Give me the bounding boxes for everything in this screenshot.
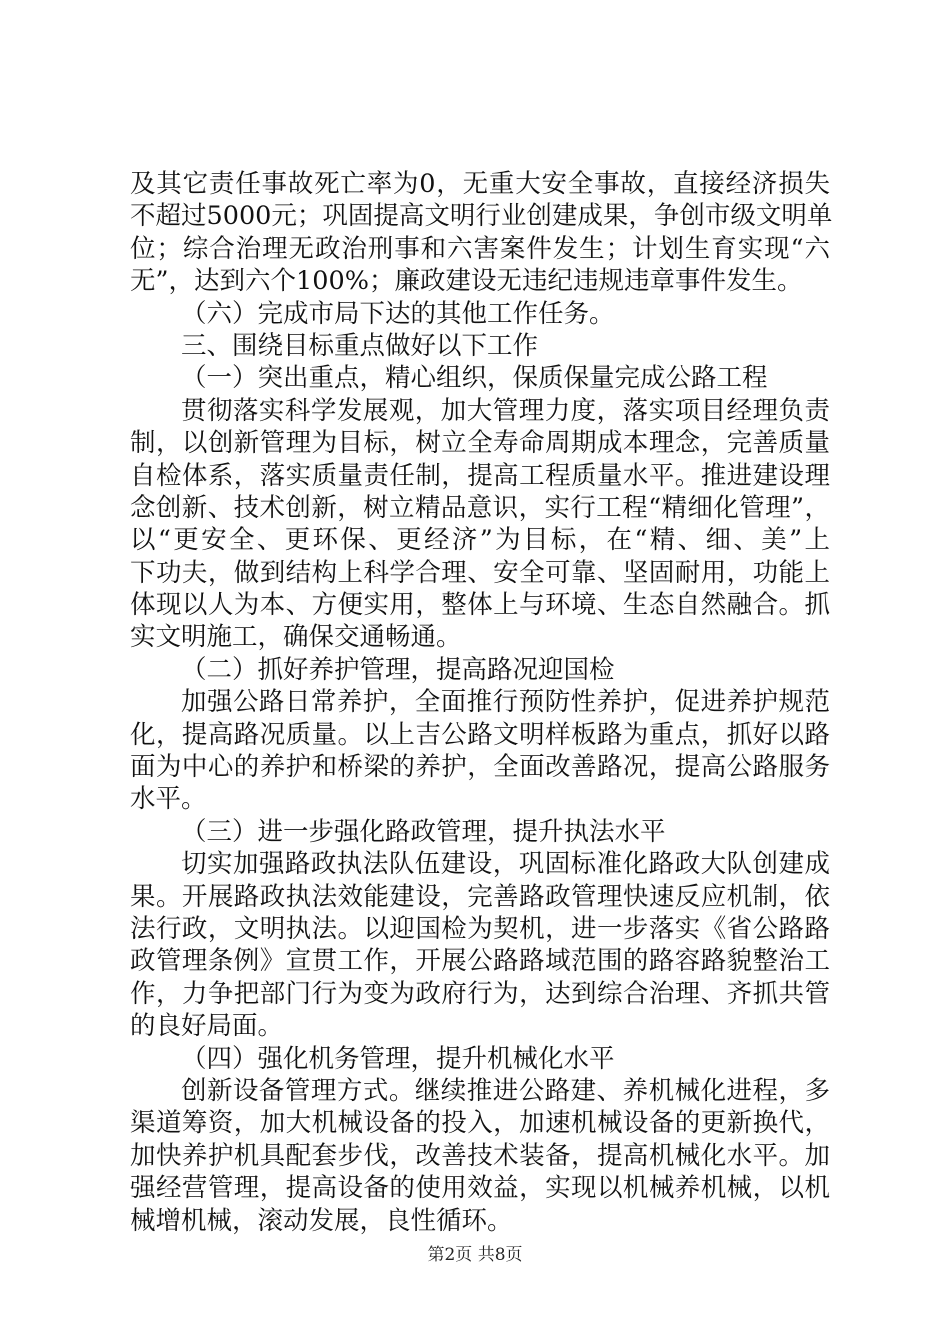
paragraph-line: 切实加强路政执法队伍建设，巩固标准化路政大队创建成	[181, 849, 830, 880]
page-number: 第2页 共8页	[427, 1245, 523, 1265]
paragraph-line: 无”，达到六个100%；廉政建设无违纪违规违章事件发生。	[130, 266, 803, 297]
paragraph-line: 念创新、技术创新，树立精品意识，实行工程“精细化管理”，	[130, 492, 830, 523]
paragraph-line: 加强公路日常养护，全面推行预防性养护，促进养护规范	[181, 687, 830, 718]
paragraph-line: 位；综合治理无政治刑事和六害案件发生；计划生育实现“六	[130, 233, 830, 264]
paragraph-line: 法行政，文明执法。以迎国检为契机，进一步落实《省公路路	[130, 913, 830, 944]
section-heading: 三、围绕目标重点做好以下工作	[181, 330, 539, 361]
paragraph-line: 制，以创新管理为目标，树立全寿命周期成本理念，完善质量	[130, 428, 830, 459]
paragraph-line: 果。开展路政执法效能建设，完善路政管理快速反应机制，依	[130, 881, 830, 912]
section-item: （六）完成市局下达的其他工作任务。	[181, 298, 615, 329]
paragraph-line: 水平。	[130, 784, 207, 815]
paragraph-line: 及其它责任事故死亡率为0，无重大安全事故，直接经济损失	[130, 169, 830, 199]
paragraph-line: 化，提高路况质量。以上吉公路文明样板路为重点，抓好以路	[130, 719, 830, 750]
subsection-heading: （二）抓好养护管理，提高路况迎国检	[181, 654, 615, 685]
paragraph-line: 面为中心的养护和桥梁的养护，全面改善路况，提高公路服务	[130, 752, 830, 783]
paragraph-line: 作，力争把部门行为变为政府行为，达到综合治理、齐抓共管	[130, 978, 830, 1009]
paragraph-line: 自检体系，落实质量责任制，提高工程质量水平。推进建设理	[130, 460, 830, 491]
subsection-heading: （四）强化机务管理，提升机械化水平	[181, 1043, 615, 1074]
paragraph-line: 以“更安全、更环保、更经济”为目标，在“精、细、美”上	[130, 525, 830, 556]
paragraph-line: 体现以人为本、方便实用，整体上与环境、生态自然融合。抓	[130, 590, 830, 621]
document-body	[130, 168, 833, 1237]
paragraph-line: 加快养护机具配套步伐，改善技术装备，提高机械化水平。加	[130, 1140, 830, 1171]
paragraph-line: 贯彻落实科学发展观，加大管理力度，落实项目经理负责	[181, 395, 830, 426]
paragraph-line: 械增机械，滚动发展，良性循环。	[130, 1205, 513, 1236]
paragraph-line: 强经营管理，提高设备的使用效益，实现以机械养机械，以机	[130, 1173, 830, 1204]
paragraph-line: 渠道筹资，加大机械设备的投入，加速机械设备的更新换代，	[130, 1108, 830, 1139]
paragraph-line: 不超过5000元；巩固提高文明行业创建成果，争创市级文明单	[130, 201, 833, 232]
paragraph-line: 政管理条例》宣贯工作，开展公路路域范围的路容路貌整治工	[130, 946, 830, 977]
subsection-heading: （三）进一步强化路政管理，提升执法水平	[181, 816, 666, 847]
paragraph-line: 的良好局面。	[130, 1011, 284, 1042]
paragraph-line: 实文明施工，确保交通畅通。	[130, 622, 462, 653]
paragraph-line: 创新设备管理方式。继续推进公路建、养机械化进程，多	[181, 1075, 830, 1106]
paragraph-line: 下功夫，做到结构上科学合理、安全可靠、坚固耐用，功能上	[130, 557, 830, 588]
subsection-heading: （一）突出重点，精心组织，保质保量完成公路工程	[181, 363, 768, 394]
